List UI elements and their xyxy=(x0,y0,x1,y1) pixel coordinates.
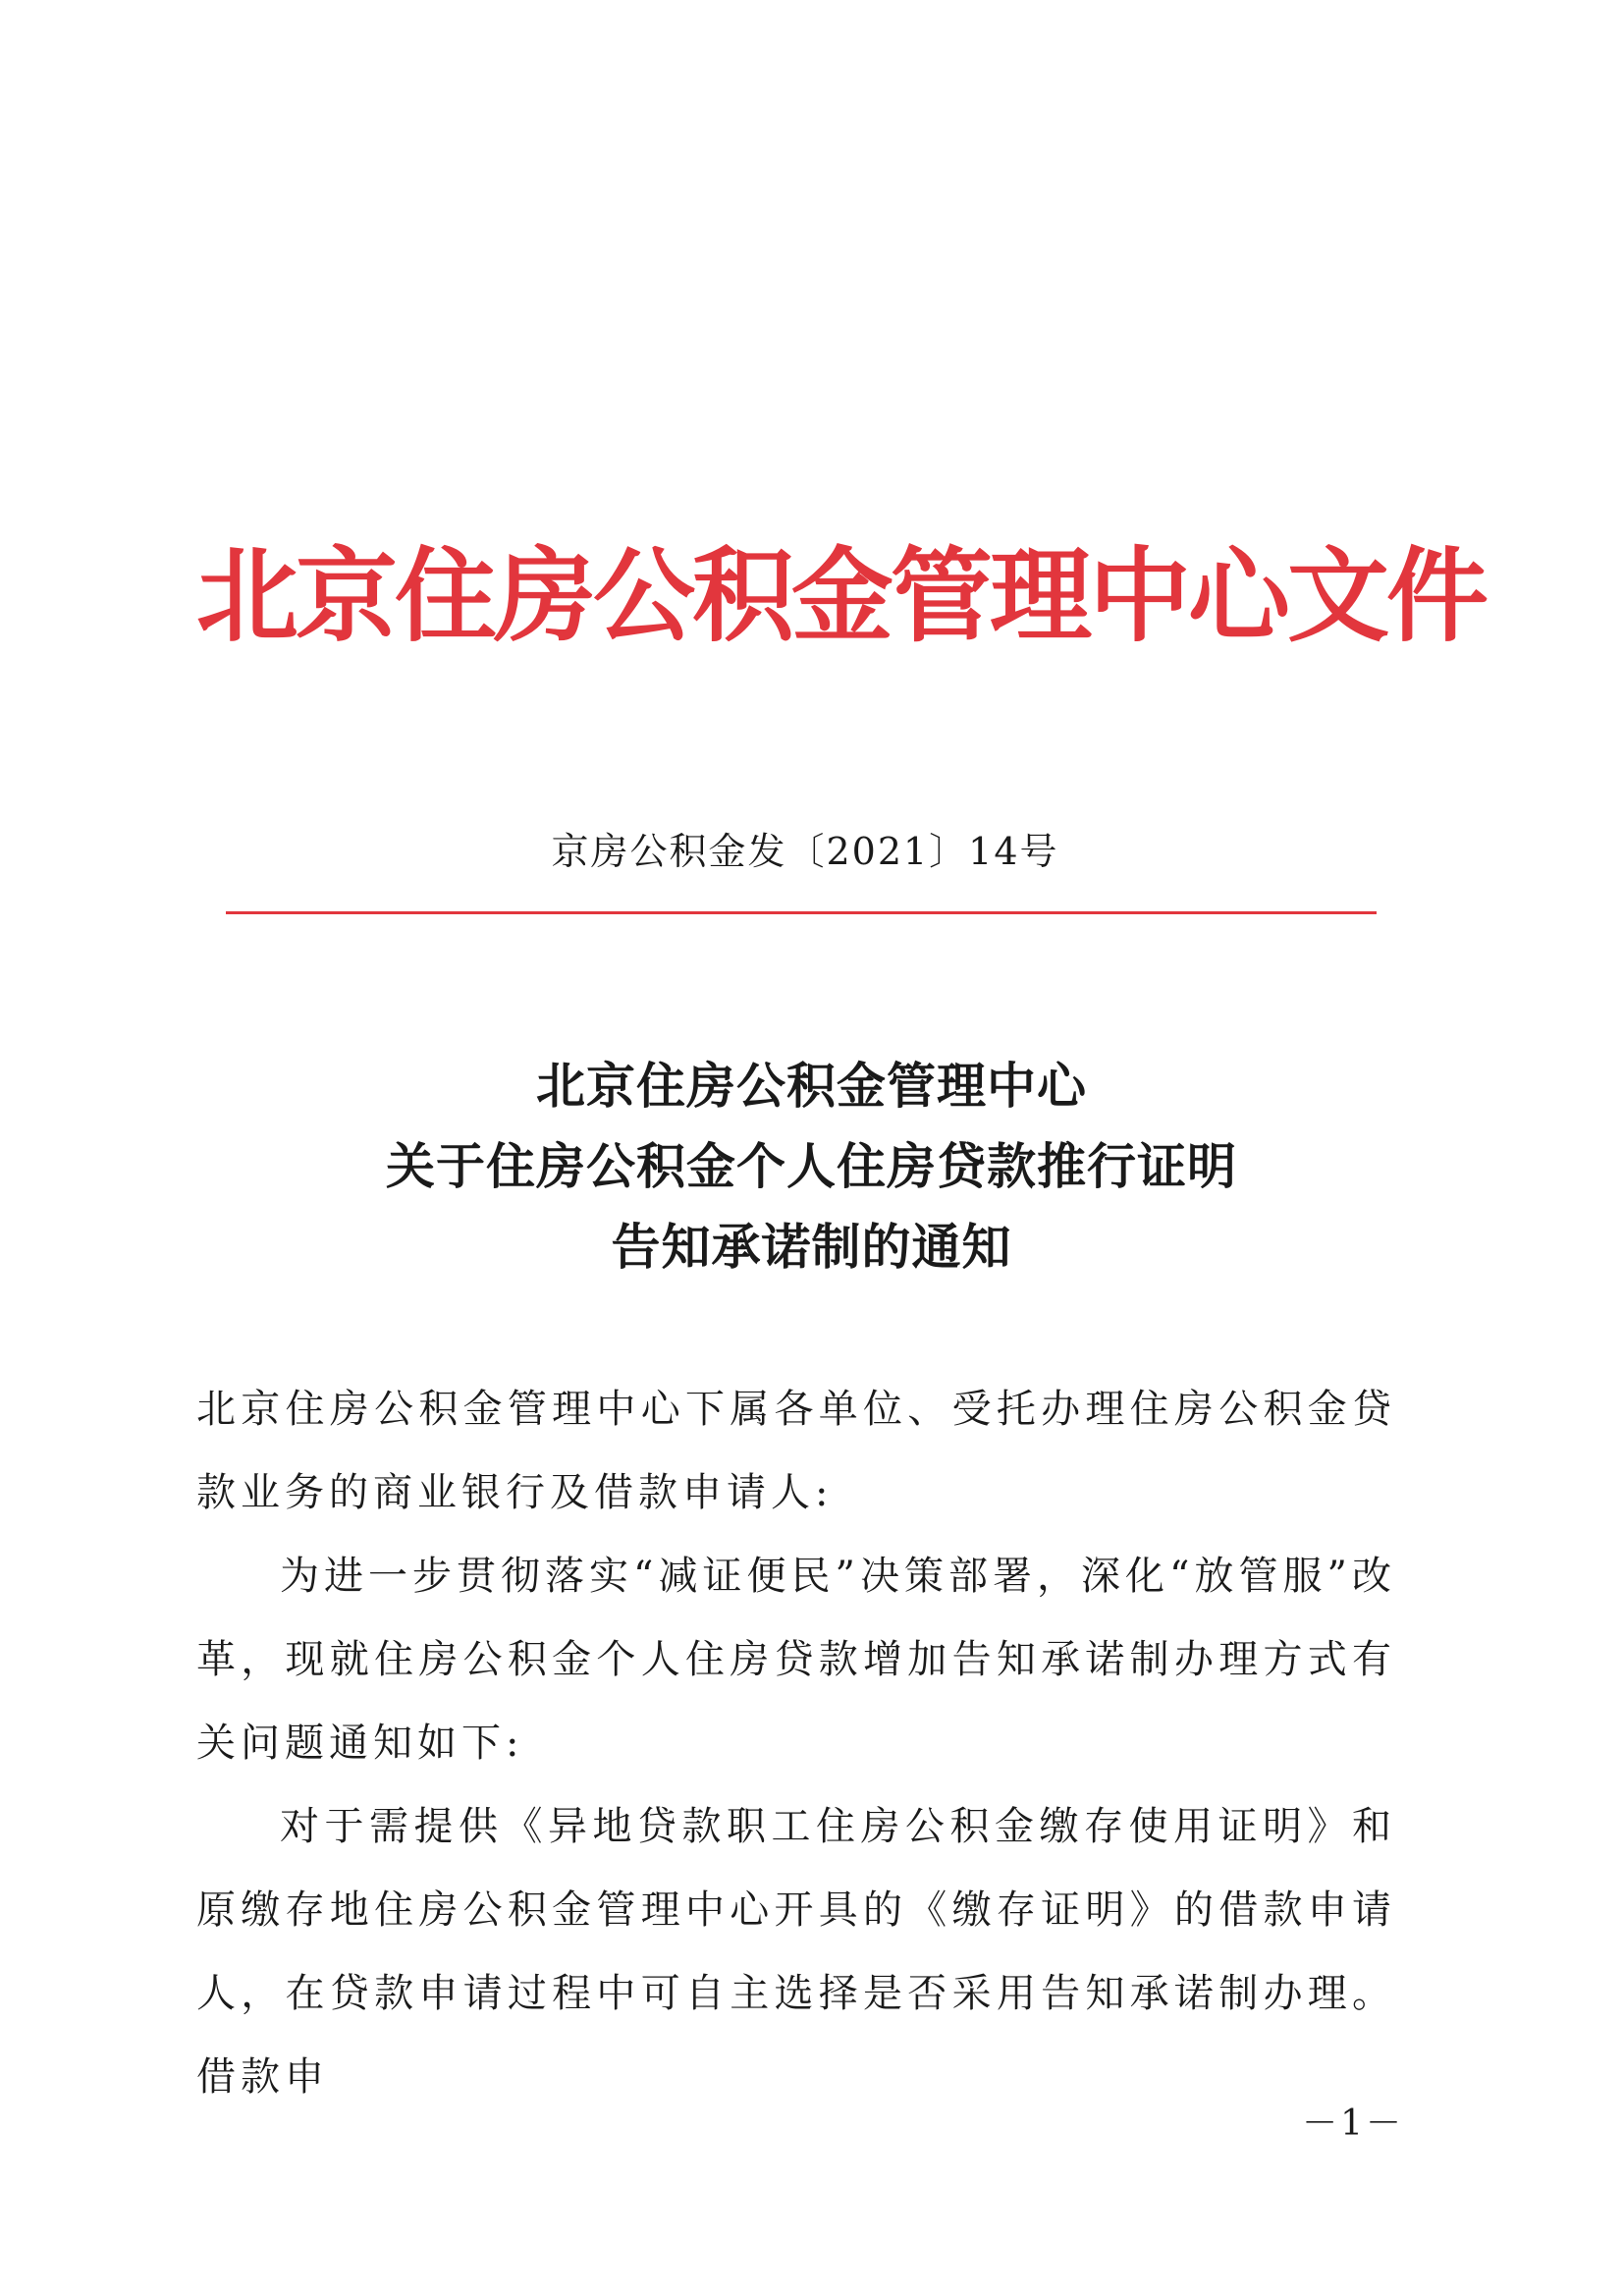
notice-body xyxy=(196,1368,1396,2119)
notice-title-line: 告知承诺制的通知 xyxy=(611,1218,1012,1276)
page-number: －1－ xyxy=(1302,2104,1404,2144)
notice-title-line: 关于住房公积金个人住房贷款推行证明 xyxy=(386,1137,1237,1195)
document-header-title: 北京住房公积金管理中心文件 xyxy=(196,535,1487,656)
salutation-paragraph: 北京住房公积金管理中心下属各单位、受托办理住房公积金贷款业务的商业银行及借款申请人: xyxy=(196,1387,1396,1515)
notice-title-line: 北京住房公积金管理中心 xyxy=(536,1057,1087,1115)
document-number: 京房公积金发〔2021〕14号 xyxy=(551,830,1059,873)
body-paragraph: 为进一步贯彻落实“减证便民”决策部署，深化“放管服”改革，现就住房公积金个人住房贷款增加告知承诺制办理方式有关问题通知如下: xyxy=(196,1554,1396,1766)
notice-title xyxy=(196,1046,1427,1287)
header-divider xyxy=(226,911,1377,914)
body-paragraph: 对于需提供《异地贷款职工住房公积金缴存使用证明》和原缴存地住房公积金管理中心开具的《缴存证明》的借款申请人，在贷款申请过程中可自主选择是否采用告知承诺制办理。借款申 xyxy=(196,1804,1396,2100)
